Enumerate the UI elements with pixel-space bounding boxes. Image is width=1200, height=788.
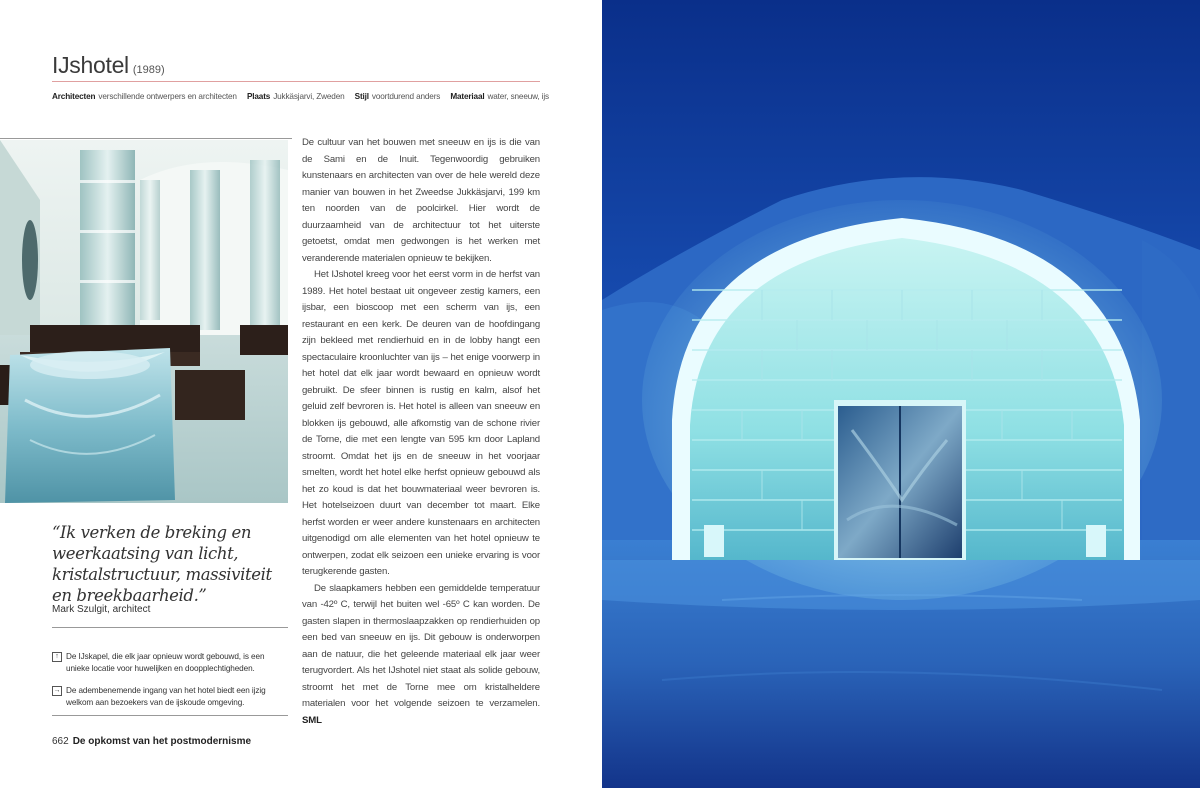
- ice-hotel-entrance-illustration: [602, 0, 1200, 788]
- title-year: (1989): [132, 64, 165, 76]
- meta-style-value: voortdurend anders: [371, 92, 441, 101]
- body-paragraph-3: [302, 581, 540, 730]
- page-footer: [52, 736, 251, 747]
- caption-entrance-text: De adembenemende ingang van het hotel biedt een ijzig welkom aan bezoekers van de ijskoude omgeving.: [66, 686, 266, 707]
- meta-place-label: Plaats: [246, 92, 271, 101]
- ice-chapel-photo: [0, 140, 288, 503]
- caption-entrance: [52, 685, 290, 709]
- ice-chapel-illustration: [0, 140, 288, 503]
- meta-line: [52, 92, 552, 101]
- meta-material-value: water, sneeuw, ijs: [487, 92, 549, 101]
- pull-quote: “Ik verken de breking en weerkaatsing van licht, kristalstructuur, massiviteit en breekbaarheid.”: [52, 523, 272, 605]
- author-signature: SML: [302, 714, 322, 726]
- page-number: 662: [52, 736, 69, 747]
- article-body: [302, 135, 540, 729]
- meta-place-value: Jukkäsjarvi, Zweden: [273, 92, 345, 101]
- body-paragraph-2: Het IJshotel kreeg voor het eerst vorm in de herfst van 1989. Het hotel bestaat uit ongeveer zestig kamers, een ijsbar, een bioscoop met een scherm van ijs, een restaurant en een kerk. De deuren van de hoofdingang zijn bekleed met rendierhuid en in de lobby hangt een spectaculaire kroonluchter van ijs – het enige voorwerp in het hotel dat elk jaar wordt bewaard en opnieuw wordt gebruikt. De sfeer binnen is rustig en kalm, alsof het geluid zelf bevroren is. Het hotel is alleen van sneeuw en blokken ijs gebouwd, alle afkomstig van de schone rivier de Torne, die met een lengte van 595 km door Lapland stroomt. Omdat het ijs en de sneeuw in het voorjaar smelten, wordt het hotel elke herfst opnieuw gebouwd als het zo koud is dat het bouwmateriaal weer bevroren is. Het hotelseizoen duurt van december tot maart. Elke herfst worden er weer andere kunstenaars en architecten uitgenodigd om alle elementen van het hotel opnieuw te ontwerpen, zodat elk seizoen een unieke ervaring is voor terugkerende gasten.: [302, 269, 540, 577]
- caption-divider-bottom: [52, 715, 288, 716]
- quote-author: Mark Szulgit, architect: [52, 604, 151, 615]
- caption-divider-top: [52, 627, 288, 628]
- section-title: De opkomst van het postmodernisme: [72, 736, 252, 747]
- title-divider: [52, 81, 540, 82]
- page-title: IJshotel: [52, 52, 129, 78]
- meta-architects-label: Architecten: [52, 92, 96, 101]
- meta-material-label: Materiaal: [450, 92, 485, 101]
- meta-style-label: Stijl: [354, 92, 369, 101]
- meta-architects-value: verschillende ontwerpers en architecten: [98, 92, 237, 101]
- body-paragraph-1: De cultuur van het bouwen met sneeuw en ijs is die van de Sami en de Inuit. Tegenwoordig gebruiken kunstenaars en architecten van over de hele wereld deze manier van bouwen in het Zweedse Jukkäsjarvi, 199 km ten noorden van de poolcirkel. Hier wordt de duurzaamheid van de architectuur tot het uiterste getoetst, omdat men gedwongen is het werken met veranderende materialen opnieuw te bekijken.: [302, 137, 540, 264]
- ice-hotel-entrance-photo: [602, 0, 1200, 788]
- caption-chapel: [52, 651, 290, 675]
- caption-chapel-text: De IJskapel, die elk jaar opnieuw wordt gebouwd, is een unieke locatie voor huwelijken en doopplechtigheden.: [66, 652, 265, 673]
- body-paragraph-3-text: De slaapkamers hebben een gemiddelde temperatuur van -42º C, terwijl het buiten wel -65º C kan worden. De gasten slapen in thermoslaapzakken op rendierhuiden op een bed van sneeuw en ijs. Dit gebouw is onderworpen aan de natuur, die het geleende materiaal elk jaar weer terugvordert. Als het IJshotel niet staat als solide gebouw, stroomt het met de Torne mee om kristalheldere materialen voor het volgende seizoen te verzamelen.: [302, 582, 540, 709]
- arrow-right-icon: →: [53, 687, 61, 694]
- title-row: [52, 52, 540, 82]
- meta-divider: [0, 138, 292, 139]
- arrow-up-icon: ↑: [52, 652, 62, 662]
